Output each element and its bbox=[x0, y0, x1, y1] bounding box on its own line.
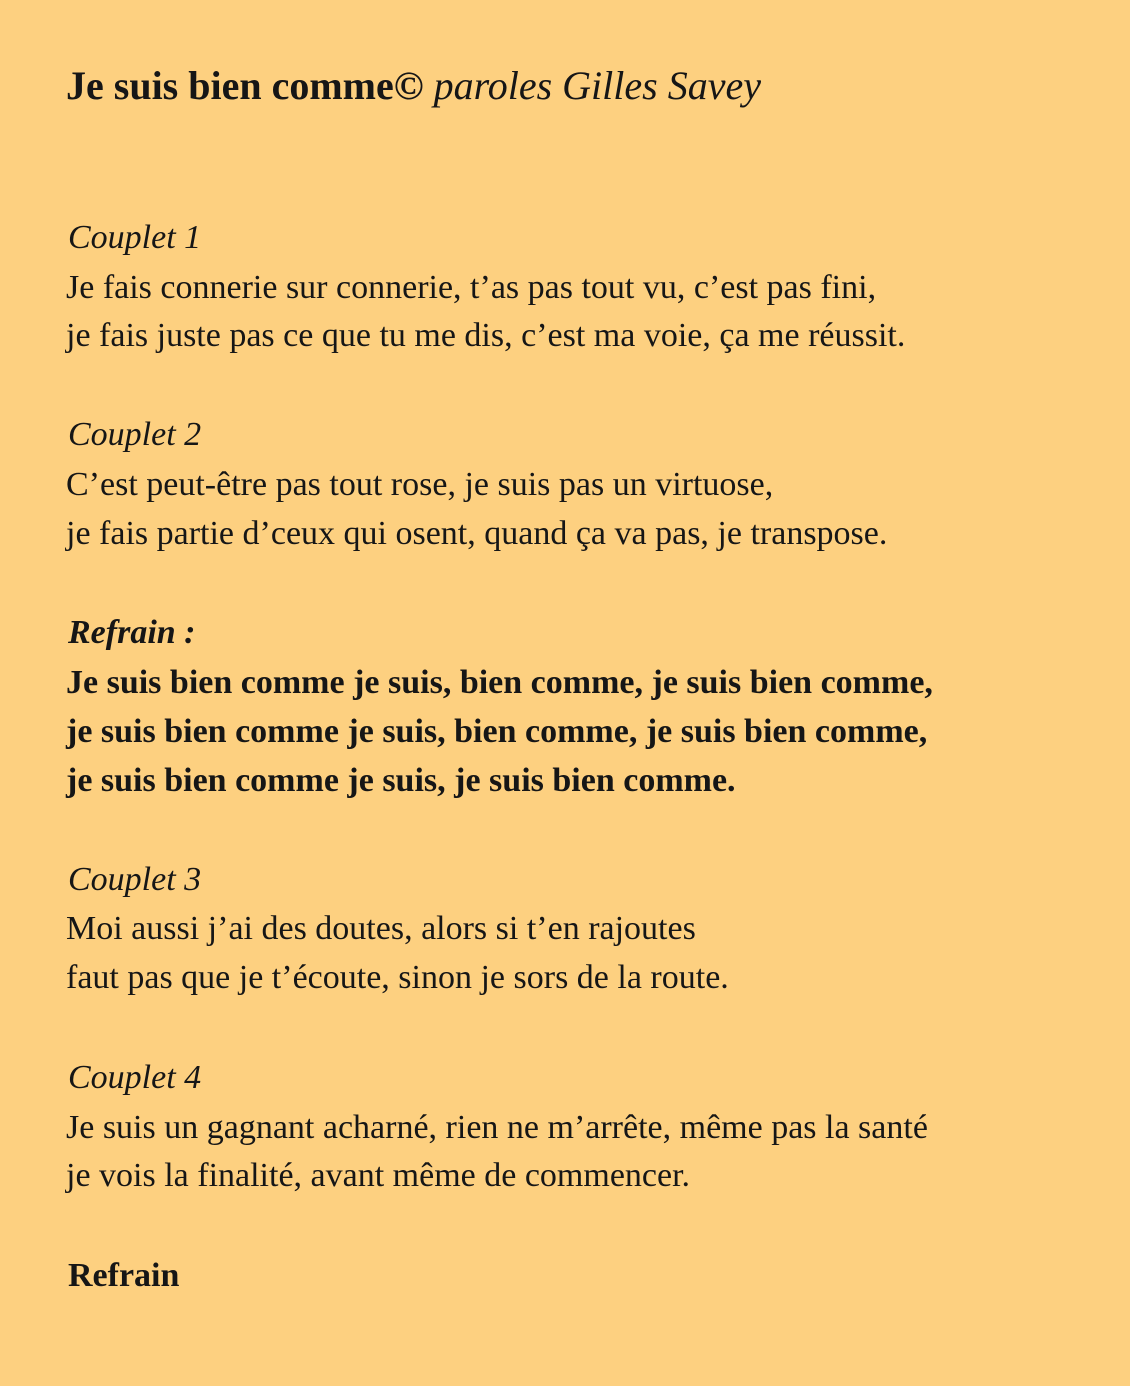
couplet-4-line-1: Je suis un gagnant acharné, rien ne m’arrête, même pas la santé bbox=[66, 1109, 928, 1146]
couplet-3-line-1: Moi aussi j’ai des doutes, alors si t’en rajoutes bbox=[66, 910, 696, 947]
final-refrain-label: Refrain bbox=[68, 1257, 180, 1294]
couplet-4-line-2: je vois la finalité, avant même de commencer. bbox=[66, 1157, 691, 1194]
couplet-2-line-1: C’est peut-être pas tout rose, je suis pas un virtuose, bbox=[66, 466, 774, 503]
couplet-2-line-2: je fais partie d’ceux qui osent, quand ça va pas, je transpose. bbox=[66, 515, 888, 552]
song-name: Je suis bien comme© bbox=[66, 63, 424, 108]
couplet-2-label: Couplet 2 bbox=[68, 416, 202, 453]
couplet-3-label: Couplet 3 bbox=[68, 861, 202, 898]
couplet-3-line-2: faut pas que je t’écoute, sinon je sors de la route. bbox=[66, 959, 729, 996]
refrain-line-1: Je suis bien comme je suis, bien comme, je suis bien comme, bbox=[66, 664, 933, 701]
song-author: paroles Gilles Savey bbox=[433, 63, 761, 108]
song-title bbox=[66, 60, 761, 112]
refrain-line-3: je suis bien comme je suis, je suis bien comme. bbox=[66, 762, 736, 799]
couplet-1-label: Couplet 1 bbox=[68, 219, 202, 256]
couplet-1-line-1: Je fais connerie sur connerie, t’as pas tout vu, c’est pas fini, bbox=[66, 269, 877, 306]
refrain-label: Refrain : bbox=[68, 614, 196, 651]
refrain-line-2: je suis bien comme je suis, bien comme, je suis bien comme, bbox=[66, 713, 928, 750]
couplet-4-label: Couplet 4 bbox=[68, 1059, 202, 1096]
couplet-1-line-2: je fais juste pas ce que tu me dis, c’est ma voie, ça me réussit. bbox=[66, 317, 906, 354]
